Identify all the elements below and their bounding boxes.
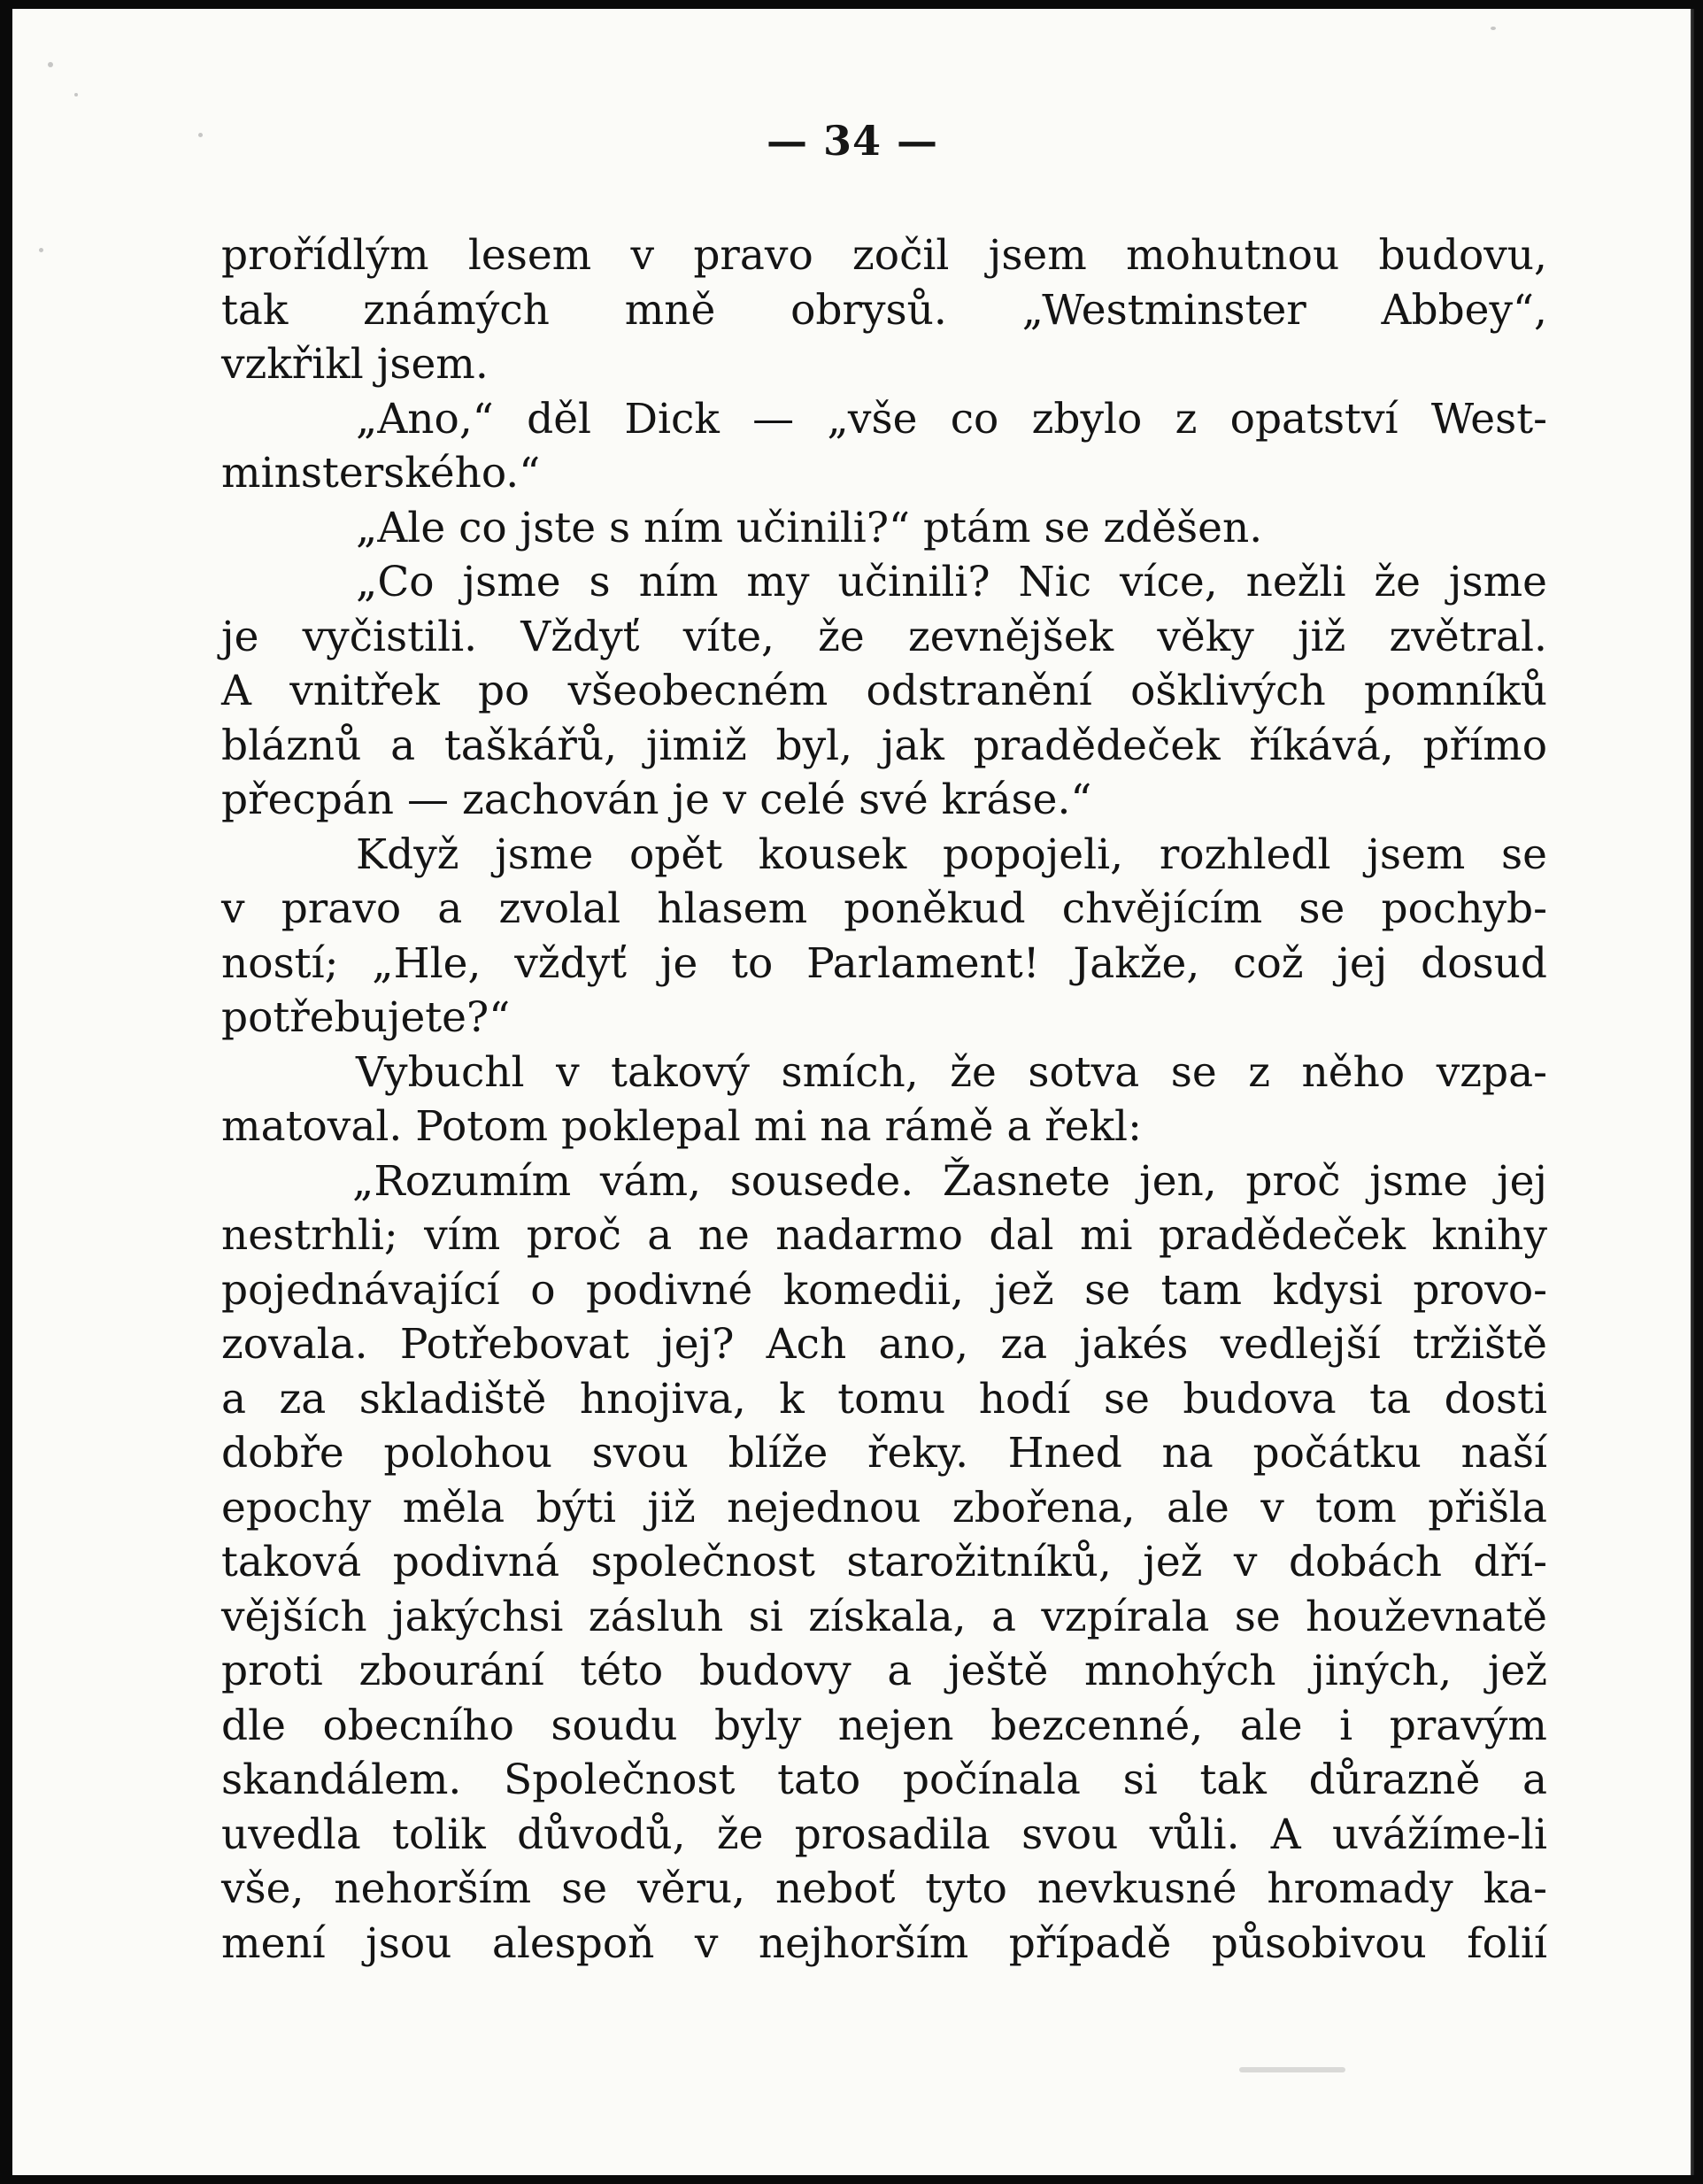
text-line: ností; „Hle, vždyť je to Parlament! Jakže, což jej dosud (221, 938, 1547, 988)
text-line: Když jsme opět kousek popojeli, rozhledl jsem se (356, 830, 1547, 879)
text-line: potřebujete?“ (221, 993, 511, 1042)
scan-speck (1491, 27, 1496, 30)
scan-speck (1239, 2067, 1345, 2072)
text-line: prořídlým lesem v pravo zočil jsem mohutnou budovu, (221, 231, 1547, 280)
text-line: „Rozumím vám, sousede. Žasnete jen, proč jsme jej (352, 1156, 1547, 1206)
text-line: A vnitřek po všeobecném odstranění ošklivých pomníků (221, 667, 1547, 715)
text-line: nestrhli; vím proč a ne nadarmo dal mi pradědeček knihy (221, 1211, 1547, 1260)
scan-speck (48, 62, 53, 67)
text-line: vzkřikl jsem. (221, 340, 489, 389)
text-line: taková podivná společnost starožitníků, jež v dobách dří- (221, 1538, 1547, 1586)
page-edge-shadow (1691, 9, 1692, 2175)
text-line: „Ano,“ děl Dick — „vše co zbylo z opatství West- (356, 394, 1547, 444)
scan-speck (74, 93, 78, 96)
body-text (221, 228, 1547, 1971)
text-line: vějších jakýchsi zásluh si získala, a vzpírala se houževnatě (221, 1592, 1547, 1641)
text-line: minsterského.“ (221, 449, 541, 498)
text-line: pojednávající o podivné komedii, jež se tam kdysi provo- (221, 1265, 1547, 1315)
text-line: dobře polohou svou blíže řeky. Hned na počátku naší (221, 1429, 1547, 1478)
text-line: „Co jsme s ním my učinili? Nic více, nežli že jsme (356, 558, 1547, 606)
text-line: bláznů a taškářů, jimiž byl, jak pradědeček říkává, přímo (221, 721, 1547, 770)
text-line: uvedla tolik důvodů, že prosadila svou vůli. A uvážíme-li (221, 1810, 1547, 1859)
text-line: skandálem. Společnost tato počínala si tak důrazně a (221, 1756, 1547, 1804)
text-line: „Ale co jste s ním učinili?“ ptám se zděšen. (356, 503, 1263, 552)
text-line: přecpán — zachován je v celé své kráse.“ (221, 776, 1092, 824)
scan-speck (39, 248, 43, 252)
text-line: vše, nehorším se věru, neboť tyto nevkusné hromady ka- (221, 1864, 1547, 1913)
text-line: tak známých mně obrysů. „Westminster Abbey“, (221, 285, 1547, 335)
text-line: mení jsou alespoň v nejhorším případě působivou folií (221, 1918, 1547, 1968)
text-line: je vyčistili. Vždyť víte, že zevnějšek věky již zvětral. (221, 612, 1547, 661)
text-line: v pravo a zvolal hlasem poněkud chvějícím se pochyb- (221, 884, 1547, 933)
text-line: dle obecního soudu byly nejen bezcenné, ale i pravým (221, 1701, 1547, 1750)
text-line: matoval. Potom poklepal mi na rámě a řekl: (221, 1102, 1142, 1151)
book-page (12, 9, 1694, 2175)
text-line: Vybuchl v takový smích, že sotva se z něho vzpa- (356, 1047, 1547, 1097)
text-line: zovala. Potřebovat jej? Ach ano, za jakés vedlejší tržiště (221, 1320, 1547, 1369)
text-line: epochy měla býti již nejednou zbořena, ale v tom přišla (221, 1483, 1547, 1532)
text-line: proti zbourání této budovy a ještě mnohých jiných, jež (221, 1647, 1547, 1695)
page-number: — 34 — (766, 117, 939, 165)
text-line: a za skladiště hnojiva, k tomu hodí se budova ta dosti (221, 1374, 1547, 1424)
